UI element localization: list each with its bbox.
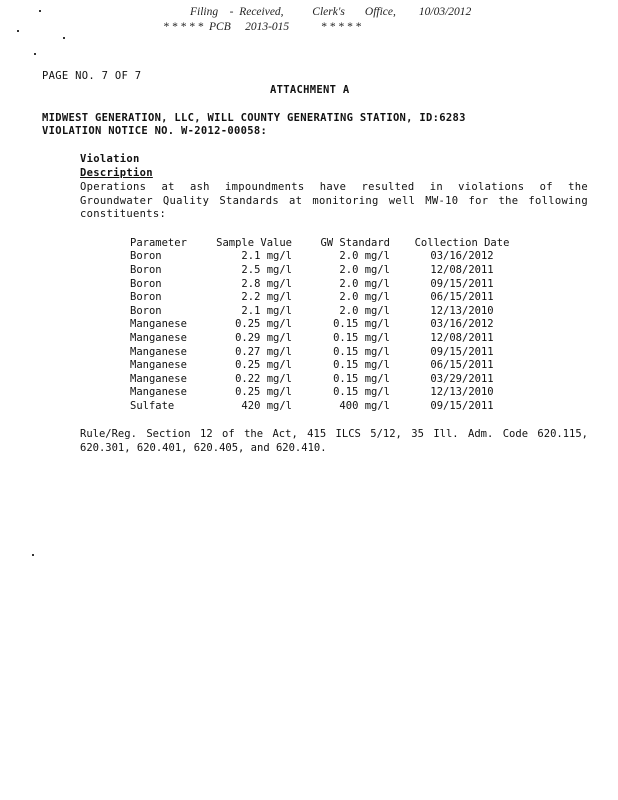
cell-gw-standard: 2.0 mg/l bbox=[339, 304, 390, 317]
header-sample-value: Sample Value bbox=[216, 236, 292, 249]
cell-collection-date: 12/08/2011 bbox=[430, 331, 494, 344]
cell-gw-standard: 2.0 mg/l bbox=[339, 277, 390, 290]
table-row bbox=[130, 304, 512, 318]
table-row bbox=[130, 250, 512, 264]
cell-parameter: Boron bbox=[130, 304, 162, 317]
filing-stamp-line: Filing - Received, Clerk's Office, 10/03/2012 bbox=[190, 6, 472, 18]
attachment-title: ATTACHMENT A bbox=[270, 84, 350, 96]
cell-parameter: Manganese bbox=[130, 318, 187, 331]
scan-speck bbox=[34, 53, 36, 55]
scan-speck bbox=[63, 37, 65, 39]
cell-gw-standard: 2.0 mg/l bbox=[339, 291, 390, 304]
cell-gw-standard: 0.15 mg/l bbox=[333, 331, 390, 344]
cell-gw-standard: 0.15 mg/l bbox=[333, 345, 390, 358]
cell-parameter: Sulfate bbox=[130, 399, 175, 412]
cell-collection-date: 12/13/2010 bbox=[430, 386, 494, 399]
table-row bbox=[130, 331, 512, 345]
description-paragraph: Operations at ash impoundments have resulted in violations of the Groundwater Quality Standards at monitoring well MW-10 for the following constituents: bbox=[80, 181, 588, 220]
cell-collection-date: 03/29/2011 bbox=[430, 372, 494, 385]
table-row bbox=[130, 318, 512, 332]
rule-reg-text: Section 12 of the Act, 415 ILCS 5/12, 35 Ill. Adm. Code 620.115, 620.301, 620.401, 620.405, and 620.410. bbox=[80, 428, 589, 454]
cell-parameter: Manganese bbox=[130, 359, 187, 372]
cell-collection-date: 06/15/2011 bbox=[430, 291, 494, 304]
scan-speck bbox=[17, 30, 19, 32]
cell-gw-standard: 0.15 mg/l bbox=[333, 386, 390, 399]
page-number: PAGE NO. 7 OF 7 bbox=[42, 70, 142, 82]
table-row bbox=[130, 372, 512, 386]
cell-gw-standard: 0.15 mg/l bbox=[333, 318, 390, 331]
cell-collection-date: 06/15/2011 bbox=[430, 359, 494, 372]
cell-parameter: Manganese bbox=[130, 331, 187, 344]
cell-parameter: Manganese bbox=[130, 372, 187, 385]
cell-sample-value: 0.25 mg/l bbox=[235, 386, 292, 399]
violation-notice-number: VIOLATION NOTICE NO. W-2012-00058: bbox=[42, 125, 268, 137]
cell-sample-value: 2.2 mg/l bbox=[241, 291, 292, 304]
cell-sample-value: 0.27 mg/l bbox=[235, 345, 292, 358]
cell-sample-value: 2.1 mg/l bbox=[241, 304, 292, 317]
scan-speck bbox=[32, 554, 34, 556]
table-header-row bbox=[130, 236, 512, 250]
cell-sample-value: 2.8 mg/l bbox=[241, 277, 292, 290]
pcb-stamp-line: * * * * * PCB 2013-015 * * * * * bbox=[163, 21, 362, 33]
header-gw-standard: GW Standard bbox=[320, 236, 390, 249]
cell-collection-date: 09/15/2011 bbox=[430, 399, 494, 412]
cell-collection-date: 03/16/2012 bbox=[430, 250, 494, 263]
table-row bbox=[130, 277, 512, 291]
scan-speck bbox=[39, 10, 41, 12]
description-heading: Description bbox=[80, 167, 153, 179]
table-row bbox=[130, 386, 512, 400]
constituent-table bbox=[130, 236, 512, 413]
cell-parameter: Boron bbox=[130, 277, 162, 290]
cell-sample-value: 2.1 mg/l bbox=[241, 250, 292, 263]
table-row bbox=[130, 263, 512, 277]
company-line: MIDWEST GENERATION, LLC, WILL COUNTY GENERATING STATION, ID:6283 bbox=[42, 112, 466, 124]
cell-parameter: Boron bbox=[130, 291, 162, 304]
cell-gw-standard: 2.0 mg/l bbox=[339, 263, 390, 276]
cell-sample-value: 420 mg/l bbox=[241, 399, 292, 412]
cell-parameter: Boron bbox=[130, 263, 162, 276]
table-row bbox=[130, 345, 512, 359]
cell-gw-standard: 2.0 mg/l bbox=[339, 250, 390, 263]
header-parameter: Parameter bbox=[130, 236, 187, 249]
cell-parameter: Manganese bbox=[130, 345, 187, 358]
cell-collection-date: 03/16/2012 bbox=[430, 318, 494, 331]
cell-sample-value: 0.22 mg/l bbox=[235, 372, 292, 385]
violation-heading: Violation bbox=[80, 153, 140, 165]
header-collection-date: Collection Date bbox=[414, 236, 510, 249]
rule-reg-label: Rule/Reg. bbox=[80, 428, 137, 440]
cell-gw-standard: 0.15 mg/l bbox=[333, 372, 390, 385]
cell-collection-date: 09/15/2011 bbox=[430, 277, 494, 290]
cell-collection-date: 09/15/2011 bbox=[430, 345, 494, 358]
table-row bbox=[130, 290, 512, 304]
cell-sample-value: 0.25 mg/l bbox=[235, 318, 292, 331]
table-row bbox=[130, 399, 512, 413]
cell-collection-date: 12/08/2011 bbox=[430, 263, 494, 276]
cell-sample-value: 0.25 mg/l bbox=[235, 359, 292, 372]
cell-collection-date: 12/13/2010 bbox=[430, 304, 494, 317]
cell-gw-standard: 400 mg/l bbox=[339, 399, 390, 412]
cell-parameter: Manganese bbox=[130, 386, 187, 399]
cell-gw-standard: 0.15 mg/l bbox=[333, 359, 390, 372]
cell-sample-value: 0.29 mg/l bbox=[235, 331, 292, 344]
cell-sample-value: 2.5 mg/l bbox=[241, 263, 292, 276]
rule-reg-block bbox=[80, 428, 588, 455]
table-row bbox=[130, 358, 512, 372]
cell-parameter: Boron bbox=[130, 250, 162, 263]
